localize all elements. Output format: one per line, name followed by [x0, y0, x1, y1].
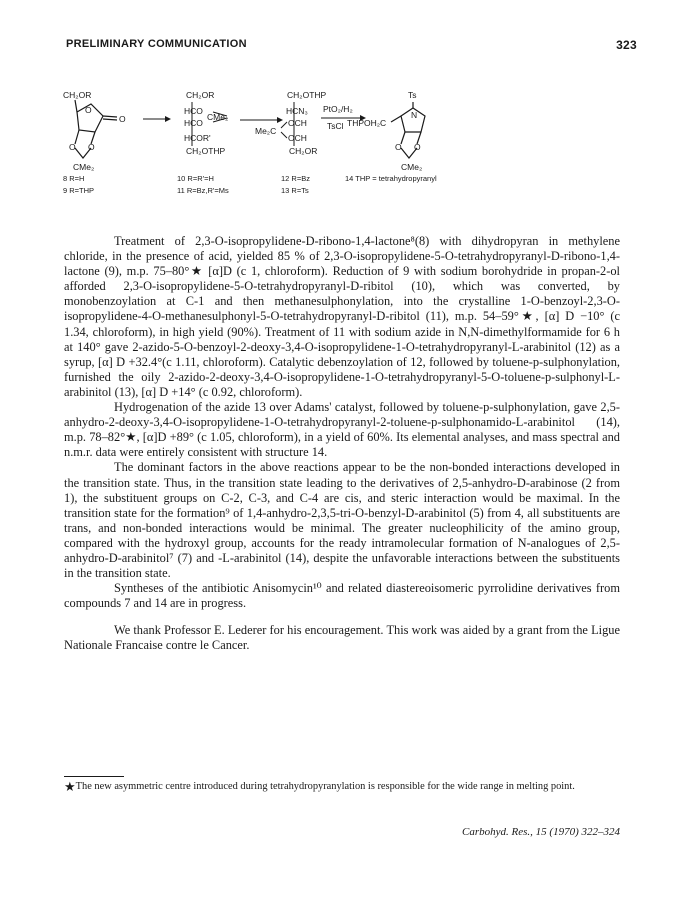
arrow-1-head [165, 116, 171, 122]
paragraph-2: Hydrogenation of the azide 13 over Adams' catalyst, followed by toluene-p-sulphonylation, gave 2,5-anhydro-2-deoxy-3,4-O-isopropylidene-1-O-tetrahydropyranyl-2-toluene-p-sulphonamido-L-arabinitol (14), m.p. 78–82°★, [α]D +89° (c 1.05, chloroform), in a yield of 60%. Its elemental analyses, and mass spectral and n.m.r. data were entirely consistent with structure 14. [64, 400, 620, 460]
article-body [64, 234, 620, 654]
c10-c1: CH₂OR [186, 90, 215, 100]
c8-ring-o: O [85, 105, 92, 115]
c14-o2: O [414, 142, 421, 152]
reaction-scheme [55, 86, 645, 196]
c14-thpoh2c: THPOH₂C [347, 118, 387, 128]
c10-c5: CH₂OTHP [186, 146, 226, 156]
paragraph-4: Syntheses of the antibiotic Anisomycin¹⁰ and related diastereoisomeric pyrrolidine derivatives from compounds 7 and 14 are in progress. [64, 581, 620, 611]
c8-cme2: CMe₂ [73, 162, 95, 172]
compound-8-structure [75, 100, 117, 158]
running-head: PRELIMINARY COMMUNICATION [66, 38, 247, 50]
arrow-2-head [277, 117, 283, 123]
c10-c4: HCOR' [184, 133, 211, 143]
c12-c5: CH₂OR [289, 146, 318, 156]
footnote-text: The new asymmetric centre introduced during tetrahydropyranylation is responsible for the wide range in melting point. [75, 781, 575, 792]
label-12: 12 R=Bz [281, 174, 310, 183]
footnote-marker: ★ [64, 779, 76, 794]
c10-c3: HCO [184, 118, 203, 128]
label-10: 10 R=R'=H [177, 174, 214, 183]
c8-o1: O [69, 142, 76, 152]
c12-c4: OCH [288, 133, 307, 143]
c8-ch2or: CH₂OR [63, 90, 92, 100]
paragraph-1: Treatment of 2,3-O-isopropylidene-D-ribono-1,4-lactone⁸(8) with dihydropyran in methylene chloride, in the presence of acid, yielded 85 % of 2,3-O-isopropylidene-5-O-tetrahydropyranyl-D-ribono-1,4-lactone (9), m.p. 75–80°★ [α]D (c 1, chloroform). Reduction of 9 with sodium borohydride in propan-2-ol afforded 2,3-O-isopropylidene-5-O-tetrahydropyranyl-D-ribitol (10), which was converted, by monobenzoylation at C-1 and then methanesulphonylation, into the crystalline 1-O-benzoyl-2,3-O-isopropylidene-4-O-methanesulphonyl-5-O-tetrahydropyranyl-D-ribitol (11), m.p. 54–59°★, [α] D −10° (c 1.34, chloroform), in high yield (90%). Treatment of 11 with sodium azide in N,N-dimethylformamide for 6 h at 140° gave 2-azido-5-O-benzoyl-2-deoxy-3,4-O-isopropylidene-1-O-tetrahydropyranyl-L-arabinitol (12) as a syrup, [α] D +32.4°(c 1.11, chloroform). Catalytic debenzoylation of 12, followed by toluene-p-sulphonylation, furnished the oily 2-azido-2-deoxy-3,4-O-isopropylidene-1-O-tetrahydropyranyl-5-O-toluene-p-sulphonyl-L-arabinitol (13), [α] D +14° (c 0.92, chloroform). [64, 234, 620, 399]
c14-o1: O [395, 142, 402, 152]
c10-c2: HCO [184, 106, 203, 116]
c14-cme2: CMe₂ [401, 162, 423, 172]
reagent-pto2: PtO₂/H₂ [323, 104, 353, 114]
footnote-rule [64, 776, 124, 777]
c8-carbonyl-o: O [119, 114, 126, 124]
reagent-tscl: TsCl [327, 121, 344, 131]
c14-n: N [411, 110, 418, 120]
journal-citation: Carbohyd. Res., 15 (1970) 322–324 [462, 826, 620, 838]
label-13: 13 R=Ts [281, 186, 309, 195]
c8-o2: O [88, 142, 95, 152]
c12-c1: CH₂OTHP [287, 90, 327, 100]
c12-c3: OCH [288, 118, 307, 128]
label-14: 14 THP = tetrahydropyranyl [345, 174, 437, 183]
acknowledgment: We thank Professor E. Lederer for his encouragement. This work was aided by a grant from the Ligue Nationale Francaise contre le Cancer. [64, 623, 620, 653]
label-8: 8 R=H [63, 174, 85, 183]
c10-cme2: CMe₂ [207, 112, 229, 122]
c12-c2: HCN₃ [286, 106, 308, 116]
paragraph-3: The dominant factors in the above reactions appear to be the non-bonded interactions developed in the transition state. Thus, in the transition state leading to the derivatives of 2,5-anhydro-D-arabinose (2 from 1), the substituent groups on C-2, C-3, and C-4 are cis, and steric interaction would be maximal. In the transition state for the formation⁹ of 1,4-anhydro-2,3,5-tri-O-benzyl-D-arabinitol (5) from 4, all substituents are trans, and non-bonded interactions would be minimal. The greater nucleophilicity of the amino group, compared with the hydroxyl group, accounts for the ready intramolecular formation of N-analogues of 2,5-anhydro-D-arabinitol⁷ (7) and -L-arabinitol (14), despite the unfavorable interactions between the substituents in the transition state. [64, 460, 620, 581]
label-11: 11 R=Bz,R'=Ms [177, 186, 229, 195]
page-number: 323 [616, 38, 637, 52]
c14-ts: Ts [408, 90, 417, 100]
c12-me2c: Me₂C [255, 126, 277, 136]
label-9: 9 R=THP [63, 186, 95, 195]
footnote [64, 780, 620, 793]
